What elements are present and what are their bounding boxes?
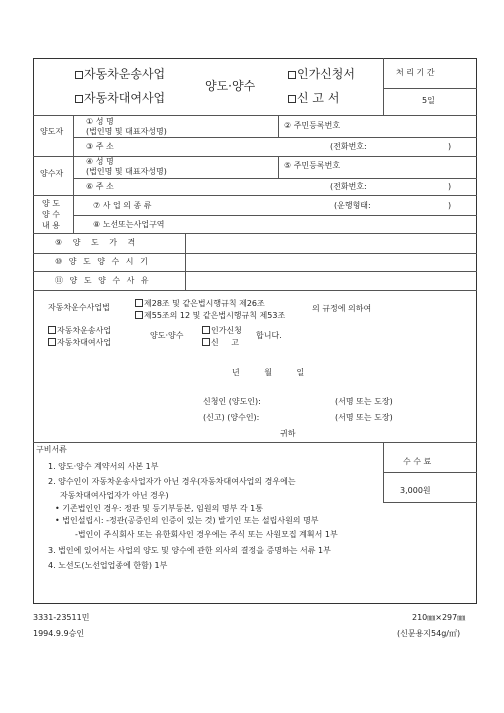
seal-1: (서명 또는 도장) — [335, 397, 393, 406]
statement-rule-tail: 의 규정에 의하여 — [312, 304, 372, 313]
statement-transfer: 양도·양수 — [150, 331, 184, 340]
transferor-phone-close: ) — [448, 142, 452, 151]
addressee: 귀하 — [280, 429, 296, 438]
reason-label: ⑪ 양 도 양 수 사 유 — [55, 276, 149, 285]
document-item: -법인이 주식회사 또는 유한회사인 경우에는 주식 또는 사원모집 계획서 1부 — [75, 530, 338, 539]
header-option-2: 신 고 서 — [288, 92, 339, 104]
checkbox[interactable] — [48, 326, 56, 334]
document-item: 2. 양수인이 자동차운송사업자가 아닌 경우(자동차대여사업의 경우에는 — [48, 477, 296, 486]
checkbox[interactable] — [48, 338, 56, 346]
document-item: 4. 노선도(노선업업종에 한함) 1부 — [48, 561, 168, 570]
transferee-phone-close: ) — [448, 182, 452, 191]
approval-date: 1994.9.9승인 — [33, 629, 85, 638]
paper-type: (신문용지54g/㎡) — [397, 629, 461, 638]
checkbox[interactable] — [288, 71, 296, 79]
content-section-2: 양 수 — [42, 210, 60, 219]
statement-biz-1: 자동차운송사업 — [48, 326, 111, 335]
period-label: ⑩ 양 도 양 수 시 기 — [55, 257, 148, 266]
seal-2: (서명 또는 도장) — [335, 413, 393, 422]
statement-biz-2: 자동차대여사업 — [48, 338, 111, 347]
transferor-address-label: ③ 주 소 — [86, 142, 114, 151]
applicant-2: (신고) (양수인): — [203, 413, 260, 422]
statement-law: 자동차운수사업법 — [48, 303, 110, 312]
statement-ending: 합니다. — [256, 331, 282, 340]
content-section-1: 양 도 — [42, 199, 60, 208]
fee-value: 3,000원 — [400, 486, 431, 495]
checkbox[interactable] — [288, 95, 296, 103]
checkbox[interactable] — [75, 71, 83, 79]
header-transfer: 양도·양수 — [205, 79, 256, 93]
checkbox[interactable] — [202, 326, 210, 334]
checkbox[interactable] — [202, 338, 210, 346]
transferor-name-label: ① 성 명 — [86, 117, 114, 126]
processing-period-value: 5일 — [422, 96, 435, 105]
paper-size: 210㎜×297㎜ — [412, 613, 466, 622]
route-label: ⑧ 노선또는사업구역 — [93, 220, 165, 229]
transferee-phone: (전화번호: — [330, 182, 367, 191]
business-type-label: ⑦ 사 업 의 종 류 — [93, 201, 152, 210]
transferor-name-sub: (법인명 및 대표자성명) — [86, 127, 167, 136]
transferor-section: 양도자 — [40, 127, 64, 136]
transferor-id-label: ② 주민등록번호 — [284, 121, 341, 130]
header-business-2: 자동차대여사업 — [75, 92, 165, 104]
statement-date: 년 월 일 — [232, 368, 305, 377]
applicant-1: 신청인 (양도인): — [203, 397, 261, 406]
transferee-section: 양수자 — [40, 169, 64, 178]
header-option-1: 인가신청서 — [288, 68, 355, 80]
header-business-1: 자동차운송사업 — [75, 68, 165, 80]
checkbox[interactable] — [75, 95, 83, 103]
fee-label: 수 수 료 — [403, 457, 432, 466]
form-number: 3331-23511민 — [33, 613, 90, 622]
document-item: • 법인설립시: -정관(공증인의 인증이 있는 것) 발기인 또는 설립사원의 명부 — [55, 516, 319, 525]
statement-rule-1: 제28조 및 같은법시행규칙 제26조 — [135, 299, 265, 308]
document-item: • 기존법인인 경우: 정관 및 등기부등본, 임원의 명부 각 1통 — [55, 504, 263, 513]
content-section-3: 내 용 — [42, 221, 60, 230]
transferor-phone: (전화번호: — [330, 142, 367, 151]
statement-opt-2: 신 고 — [202, 338, 244, 347]
document-item: 자동차대여사업자가 아닌 경우) — [60, 491, 169, 500]
statement-rule-2: 제55조의 12 및 같은법시행규칙 제53조 — [135, 311, 285, 320]
document-item: 3. 법인에 있어서는 사업의 양도 및 양수에 관한 의사의 결정을 증명하는 서류 1부 — [48, 546, 331, 555]
transferee-id-label: ⑤ 주민등록번호 — [284, 161, 341, 170]
checkbox[interactable] — [135, 311, 143, 319]
transferee-name-label: ④ 성 명 — [86, 157, 114, 166]
processing-period-label: 처 리 기 간 — [396, 68, 435, 77]
transferee-name-sub: (법인명 및 대표자성명) — [86, 167, 167, 176]
price-label: ⑨ 양 도 가 격 — [55, 238, 136, 247]
document-item: 1. 양도·양수 계약서의 사본 1부 — [48, 462, 159, 471]
operation-type: (운행형태: — [334, 201, 371, 210]
checkbox[interactable] — [135, 299, 143, 307]
transferee-address-label: ⑥ 주 소 — [86, 182, 114, 191]
statement-opt-1: 인가신청 — [202, 326, 242, 335]
operation-type-close: ) — [448, 201, 452, 210]
documents-title: 구비서류 — [36, 445, 67, 454]
